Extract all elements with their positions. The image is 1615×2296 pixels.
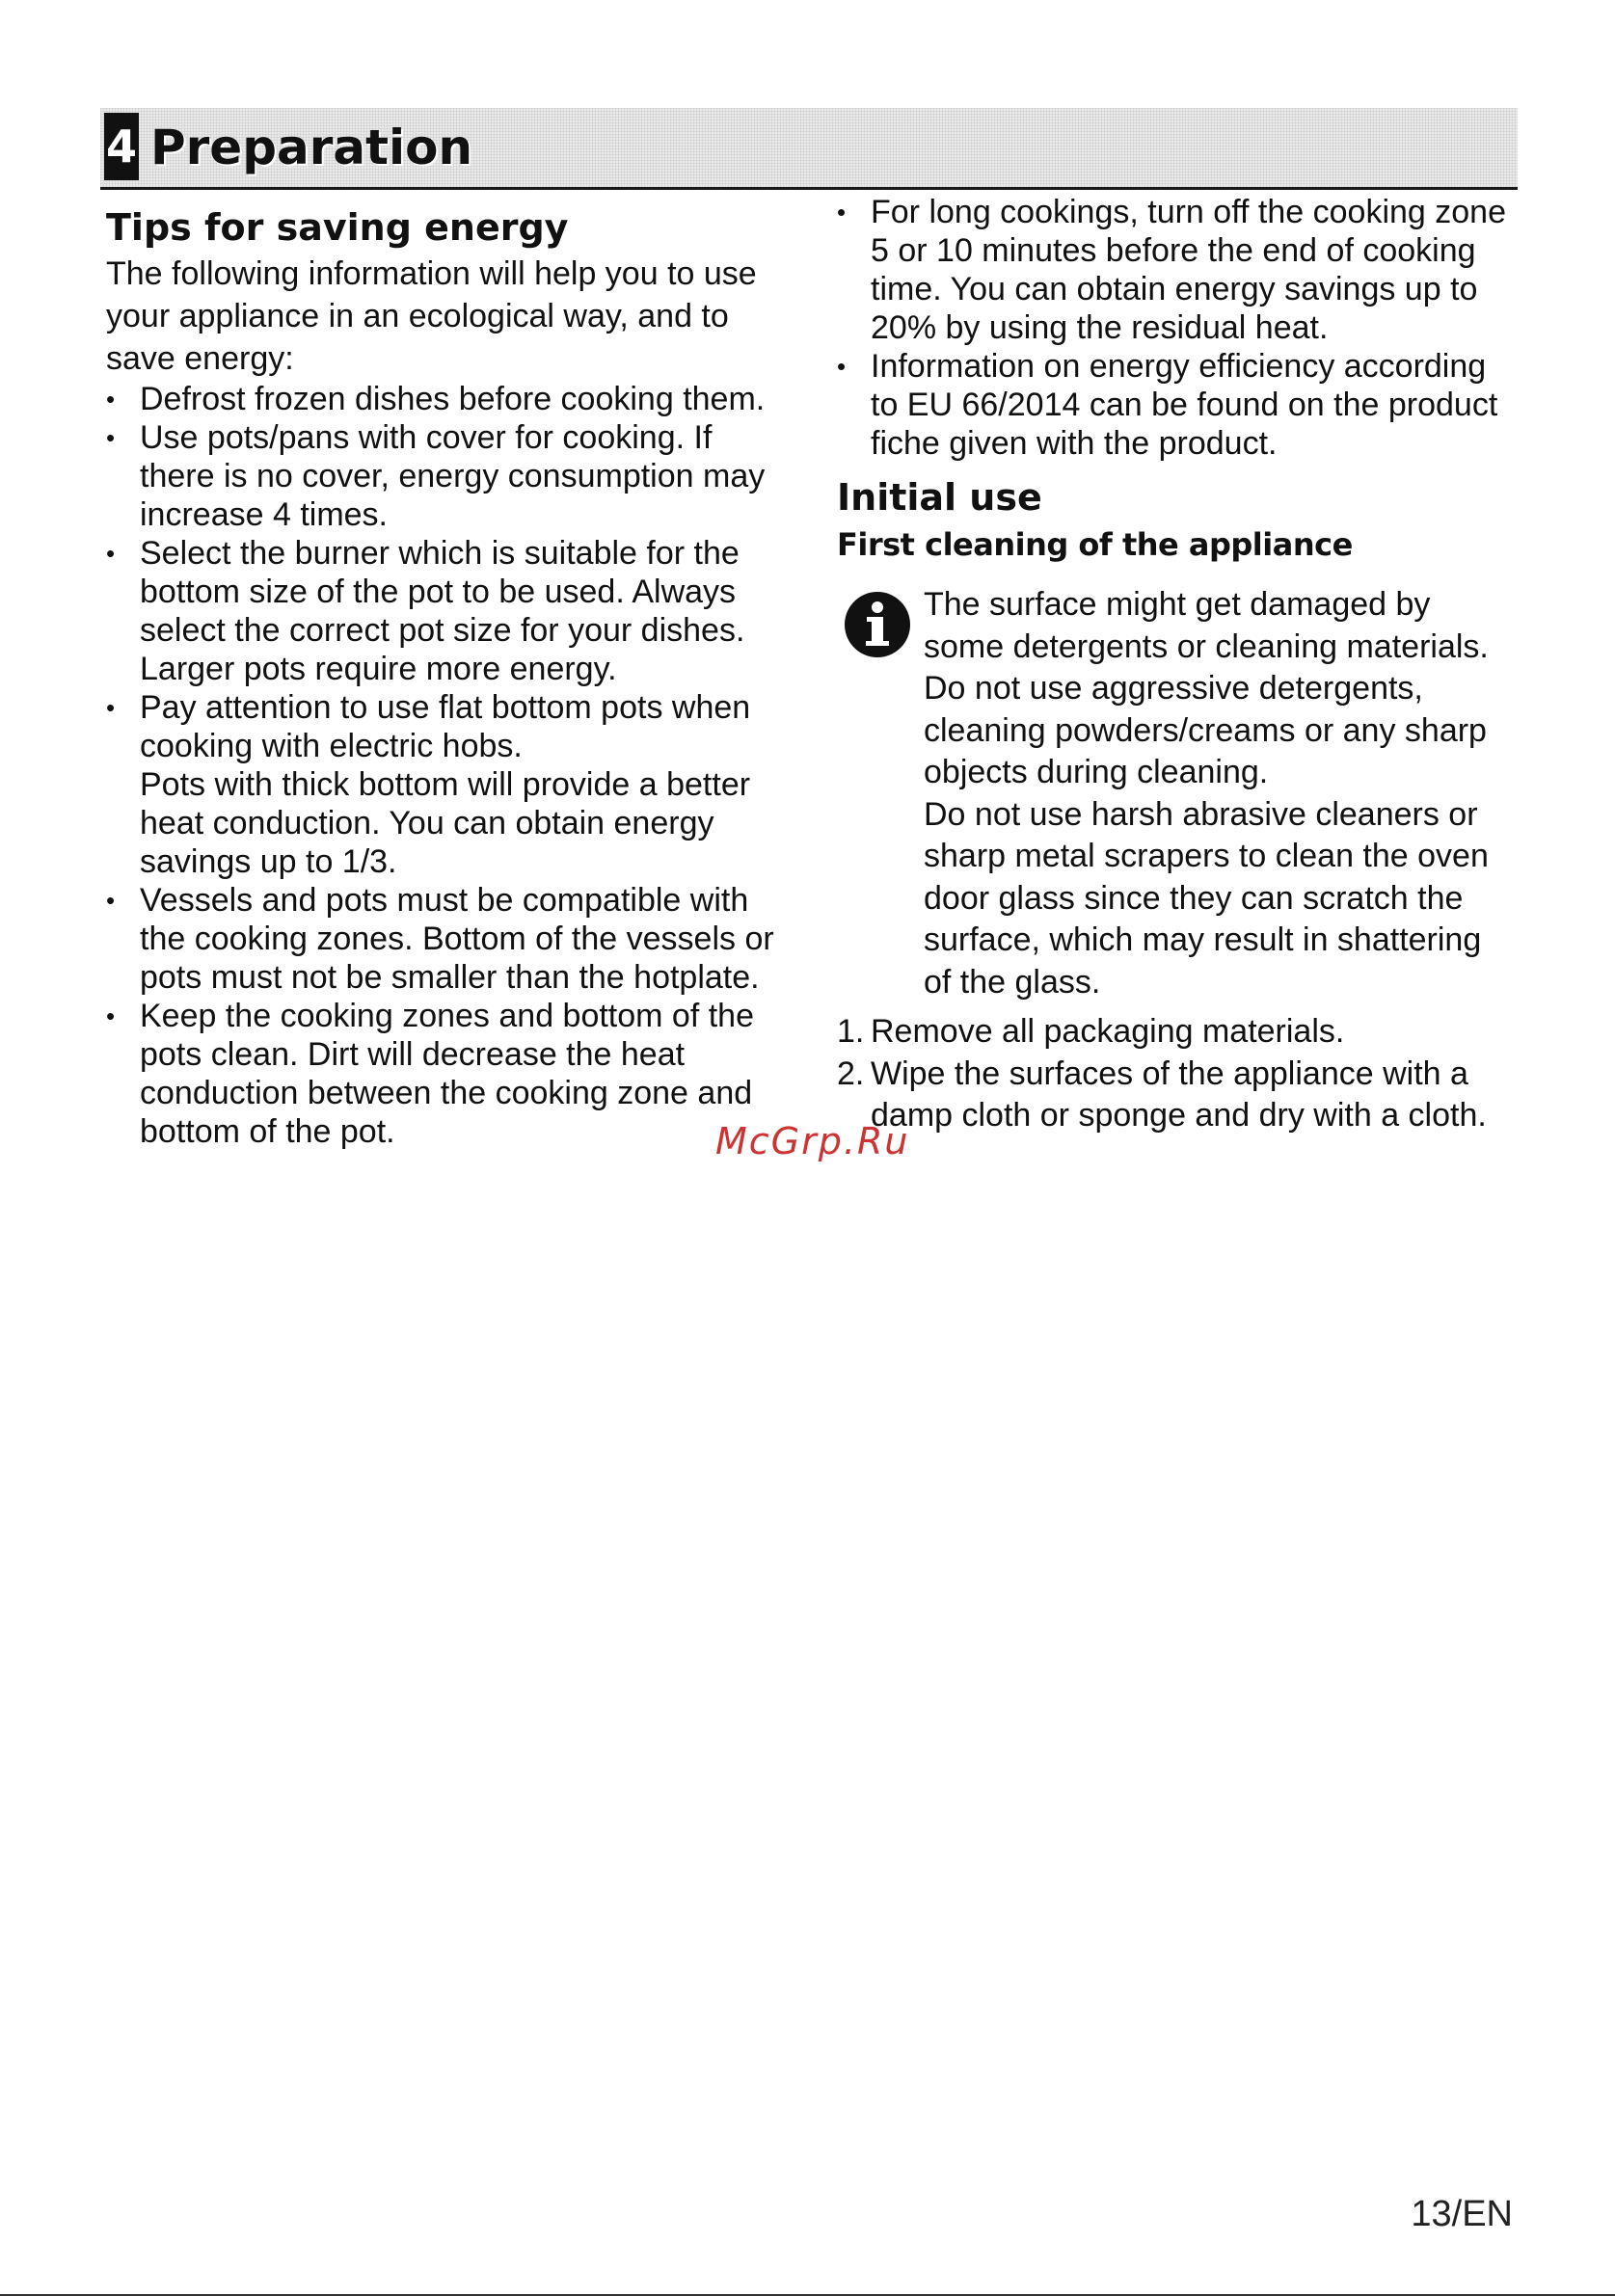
list-item-line: 20% by using the residual heat.	[871, 309, 1329, 346]
energy-tips-list	[106, 380, 781, 1151]
intro-paragraph	[106, 253, 781, 380]
list-item-line: time. You can obtain energy savings up to	[871, 271, 1478, 307]
list-item-line: pots clean. Dirt will decrease the heat	[140, 1036, 686, 1073]
list-item-line: conduction between the cooking zone and	[140, 1075, 753, 1111]
right-column	[837, 193, 1531, 1137]
list-item-line: • Select the burner which is suitable for the	[140, 535, 740, 572]
step-item	[837, 1054, 1531, 1137]
energy-tips-list-continued	[837, 193, 1531, 463]
list-item-line: • Pay attention to use flat bottom pots when	[140, 689, 751, 726]
chapter-title: Preparation	[150, 120, 473, 175]
notice-line: some detergents or cleaning materials.	[924, 627, 1489, 665]
list-item	[106, 688, 781, 881]
list-item-line: • Defrost frozen dishes before cooking them.	[140, 381, 766, 417]
cleaning-steps-list	[837, 1011, 1531, 1137]
list-item-line: Larger pots require more energy.	[140, 651, 617, 687]
step-line: Wipe the surfaces of the appliance with a	[871, 1055, 1468, 1092]
left-column	[106, 202, 781, 1151]
list-item-line: select the correct pot size for your dishes.	[140, 612, 745, 649]
info-icon	[843, 590, 912, 659]
step-number: 2.	[837, 1055, 865, 1092]
list-item-line: • Information on energy efficiency according	[871, 348, 1487, 385]
list-item	[106, 418, 781, 534]
intro-line: The following information will help you to use	[106, 255, 757, 292]
info-notice	[837, 584, 1531, 1003]
list-item	[837, 347, 1531, 463]
list-item-line: cooking with electric hobs.	[140, 728, 523, 764]
step-line: Remove all packaging materials.	[871, 1013, 1345, 1050]
spacer	[837, 463, 1531, 472]
notice-line: The surface might get damaged by	[924, 586, 1431, 623]
step-number: 1.	[837, 1013, 865, 1050]
list-item	[106, 534, 781, 688]
step-item	[837, 1011, 1531, 1054]
list-item	[106, 881, 781, 997]
list-item-line: Pots with thick bottom will provide a better	[140, 766, 751, 803]
list-item-line: to EU 66/2014 can be found on the product	[871, 387, 1498, 423]
list-item-line: bottom size of the pot to be used. Always	[140, 574, 737, 610]
list-item-line: savings up to 1/3.	[140, 843, 397, 880]
page-number: 13/EN	[1411, 2194, 1513, 2234]
list-item-line: increase 4 times.	[140, 496, 388, 533]
list-item	[106, 380, 781, 418]
list-item-line: • Keep the cooking zones and bottom of the	[140, 998, 755, 1034]
list-item-line: heat conduction. You can obtain energy	[140, 805, 714, 841]
notice-line: Do not use aggressive detergents,	[924, 670, 1423, 707]
notice-line: of the glass.	[924, 963, 1101, 1001]
chapter-number-badge: 4	[104, 113, 139, 180]
notice-text	[924, 584, 1531, 1003]
step-line: damp cloth or sponge and dry with a cloth.	[871, 1097, 1487, 1134]
list-item	[106, 997, 781, 1151]
notice-line: objects during cleaning.	[924, 754, 1269, 790]
watermark-text: McGrp.Ru	[715, 1120, 910, 1162]
list-item-line: the cooking zones. Bottom of the vessels or	[140, 921, 774, 957]
notice-line: cleaning powders/creams or any sharp	[924, 711, 1487, 749]
notice-line: sharp metal scrapers to clean the oven	[924, 838, 1489, 874]
notice-line: door glass since they can scratch the	[924, 879, 1464, 917]
list-item-line: • For long cookings, turn off the cooking zone	[871, 194, 1506, 230]
list-item-line: • Vessels and pots must be compatible with	[140, 882, 749, 919]
notice-line: Do not use harsh abrasive cleaners or	[924, 795, 1478, 833]
list-item-line: bottom of the pot.	[140, 1113, 395, 1150]
section-title-initial-use: Initial use	[837, 476, 1042, 519]
list-item-line: pots must not be smaller than the hotplate.	[140, 959, 760, 996]
intro-line: save energy:	[106, 340, 294, 377]
list-item-line: fiche given with the product.	[871, 425, 1278, 462]
list-item-line: there is no cover, energy consumption may	[140, 458, 766, 494]
notice-line: surface, which may result in shattering	[924, 921, 1482, 958]
section-title-tips: Tips for saving energy	[106, 206, 569, 249]
list-item-line: • Use pots/pans with cover for cooking. If	[140, 419, 713, 456]
subsection-title-first-cleaning: First cleaning of the appliance	[837, 526, 1353, 563]
list-item-line: 5 or 10 minutes before the end of cooking	[871, 232, 1476, 269]
list-item	[837, 193, 1531, 347]
intro-line: your appliance in an ecological way, and to	[106, 298, 729, 334]
